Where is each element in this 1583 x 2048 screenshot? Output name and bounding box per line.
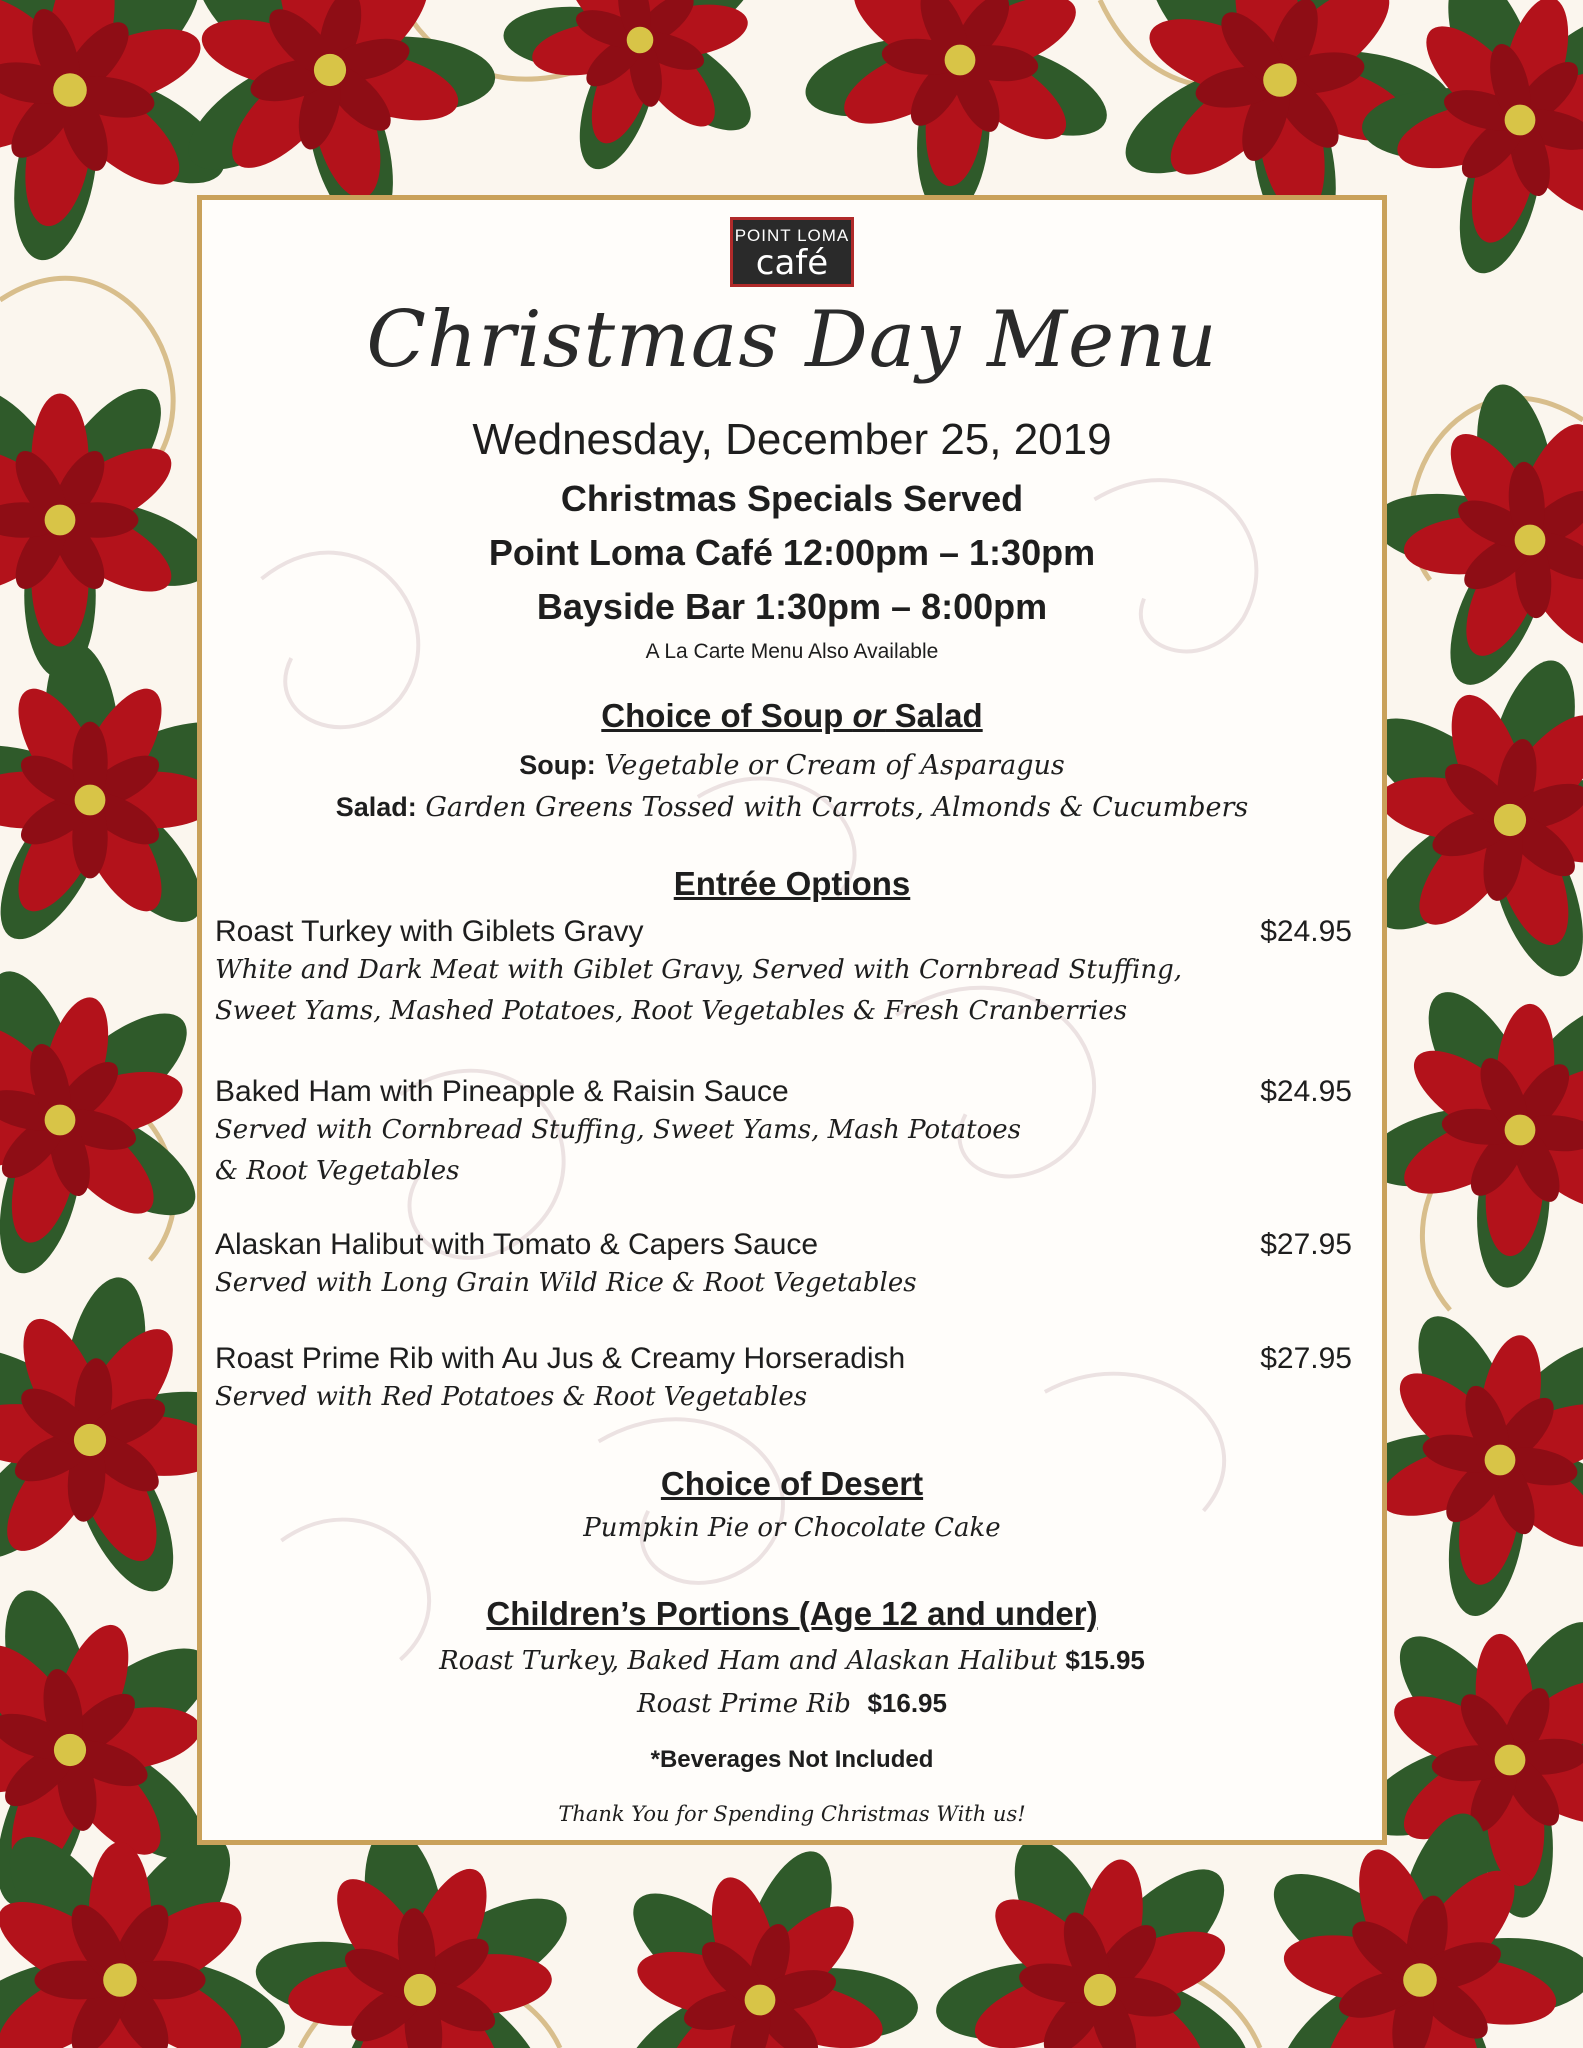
entree-desc-line: Sweet Yams, Mashed Potatoes, Root Vegetables & Fresh Cranberries	[215, 996, 1128, 1026]
soup-salad-heading-part1: Choice of Soup	[601, 697, 853, 734]
entree-price: $24.95	[1260, 1075, 1352, 1108]
poinsettia-flower	[931, 1825, 1263, 2048]
soup-salad-heading	[202, 697, 1382, 735]
logo-line-1: POINT LOMA	[734, 226, 850, 245]
menu-panel	[197, 195, 1387, 1845]
entree-item	[215, 1342, 1352, 1417]
entree-desc-line: & Root Vegetables	[215, 1156, 460, 1186]
poinsettia-flower	[0, 371, 221, 678]
children-heading: Children’s Portions (Age 12 and under)	[486, 1595, 1098, 1632]
poinsettia-flower	[798, 0, 1120, 221]
dessert-text: Pumpkin Pie or Chocolate Cake	[583, 1513, 1001, 1543]
salad-label: Salad:	[335, 792, 417, 822]
entree-item	[215, 1228, 1352, 1303]
soup-line	[202, 750, 1382, 781]
poinsettia-flower	[1358, 976, 1583, 1291]
soup-text: Vegetable or Cream of Asparagus	[604, 750, 1065, 781]
soup-salad-heading-or: or	[852, 697, 886, 734]
entree-desc-line: Served with Cornbread Stuffing, Sweet Yams, Mash Potatoes	[215, 1115, 1021, 1145]
beverages-note: *Beverages Not Included	[650, 1746, 934, 1773]
children-line-1-text: Roast Turkey, Baked Ham and Alaskan Halibut	[439, 1646, 1058, 1676]
dessert-heading: Choice of Desert	[660, 1465, 924, 1502]
entree-desc-line: White and Dark Meat with Giblet Gravy, Served with Cornbread Stuffing,	[215, 955, 1183, 985]
menu-title: Christmas Day Menu	[366, 295, 1218, 385]
alacarte-note: A La Carte Menu Also Available	[645, 640, 939, 663]
poinsettia-flower	[1369, 378, 1583, 698]
hours-cafe: Point Loma Café 12:00pm – 1:30pm	[488, 532, 1096, 573]
entree-name: Roast Turkey with Giblets Gravy	[215, 915, 644, 948]
hours-bar: Bayside Bar 1:30pm – 8:00pm	[536, 586, 1048, 627]
soup-salad-heading-part2: Salad	[885, 697, 983, 734]
entree-price: $27.95	[1260, 1228, 1352, 1261]
entree-name: Roast Prime Rib with Au Jus & Creamy Horseradish	[215, 1342, 906, 1375]
entree-item	[215, 915, 1352, 1031]
entree-desc-line: Served with Red Potatoes & Root Vegetables	[215, 1382, 808, 1412]
entree-desc-line: Served with Long Grain Wild Rice & Root Vegetables	[215, 1268, 917, 1298]
menu-date: Wednesday, December 25, 2019	[472, 415, 1112, 464]
specials-heading: Christmas Specials Served	[560, 478, 1024, 519]
point-loma-cafe-logo	[730, 217, 854, 287]
logo-line-2: café	[755, 243, 829, 283]
entree-price: $27.95	[1260, 1342, 1352, 1375]
children-line-2-price: $16.95	[867, 1688, 947, 1718]
poinsettia-flower	[608, 1840, 920, 2048]
poinsettia-flower	[1360, 0, 1583, 282]
entree-name: Baked Ham with Pineapple & Raisin Sauce	[215, 1075, 789, 1108]
children-line-2	[202, 1688, 1382, 1719]
entree-name: Alaskan Halibut with Tomato & Capers Sauce	[215, 1228, 819, 1261]
entree-heading: Entrée Options	[673, 865, 911, 902]
children-line-1-price: $15.95	[1065, 1645, 1145, 1675]
entree-price: $24.95	[1260, 915, 1352, 948]
thank-you-note: Thank You for Spending Christmas With us!	[558, 1802, 1026, 1826]
entree-item	[215, 1075, 1352, 1191]
poinsettia-flower	[0, 960, 212, 1282]
poinsettia-flower	[502, 0, 770, 179]
children-line-2-text: Roast Prime Rib	[637, 1689, 851, 1719]
salad-line	[202, 792, 1382, 823]
soup-label: Soup:	[519, 750, 596, 780]
salad-text: Garden Greens Tossed with Carrots, Almonds & Cucumbers	[425, 792, 1249, 823]
children-line-1	[202, 1645, 1382, 1676]
